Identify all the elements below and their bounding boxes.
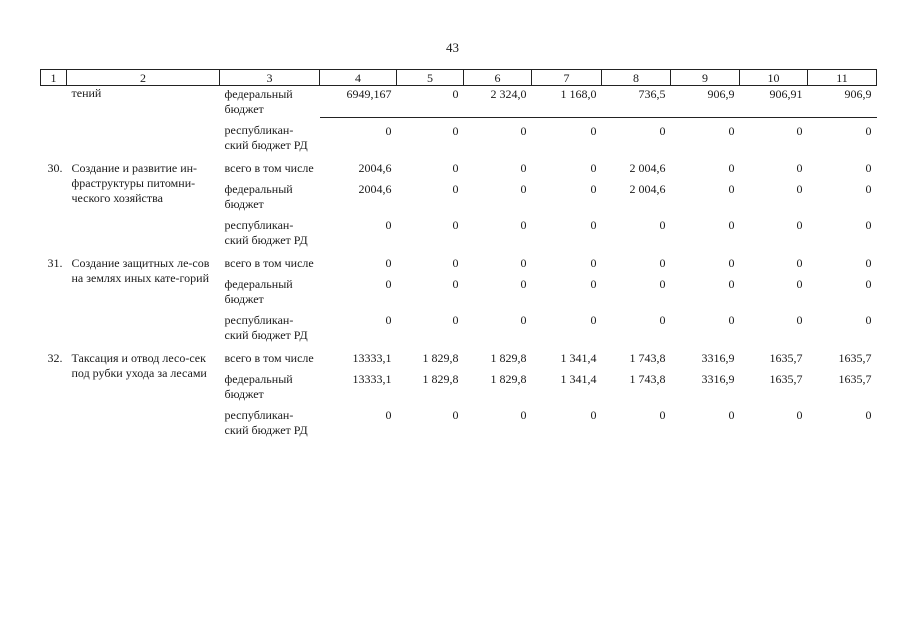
budget-table (40, 69, 877, 438)
value-cell: 2 004,6 (629, 161, 666, 175)
value-cell: 0 (728, 256, 735, 270)
column-header: 4 (320, 70, 397, 86)
value-cell: 0 (659, 218, 666, 232)
value-cell: 0 (865, 313, 872, 327)
funding-source: республикан-ский бюджет РД (224, 408, 308, 437)
table-row (41, 343, 877, 366)
value-cell: 0 (590, 161, 597, 175)
value-cell: 0 (796, 256, 803, 270)
value-cell: 1 743,8 (629, 351, 666, 365)
column-header: 3 (220, 70, 320, 86)
table-body (41, 86, 877, 439)
value-cell: 0 (385, 408, 392, 422)
value-cell: 0 (452, 182, 459, 196)
value-cell: 2 324,0 (464, 86, 532, 118)
value-cell: 0 (728, 218, 735, 232)
value-cell: 0 (385, 256, 392, 270)
value-cell: 1635,7 (769, 372, 803, 386)
item-name: тений (71, 86, 102, 100)
value-cell: 0 (520, 277, 527, 291)
item-name: Создание защитных ле-сов на землях иных кате-горий (71, 256, 210, 285)
value-cell: 1 341,4 (560, 351, 597, 365)
value-cell: 0 (728, 313, 735, 327)
value-cell: 0 (728, 182, 735, 196)
value-cell: 0 (796, 182, 803, 196)
value-cell: 0 (728, 123, 735, 138)
value-cell: 0 (865, 161, 872, 175)
value-cell: 0 (865, 256, 872, 270)
value-cell: 0 (520, 161, 527, 175)
value-cell: 0 (520, 123, 527, 138)
value-cell: 1 829,8 (490, 372, 527, 386)
funding-source: всего в том числе (224, 351, 314, 365)
value-cell: 0 (452, 161, 459, 175)
item-number: 32. (47, 351, 63, 365)
column-header: 1 (41, 70, 67, 86)
column-header: 10 (740, 70, 808, 86)
column-header: 5 (397, 70, 464, 86)
value-cell: 0 (590, 256, 597, 270)
value-cell: 0 (865, 218, 872, 232)
value-cell: 0 (385, 277, 392, 291)
value-cell: 0 (865, 408, 872, 422)
item-number (41, 86, 67, 154)
value-cell: 0 (728, 408, 735, 422)
value-cell: 1 829,8 (422, 351, 459, 365)
value-cell: 1 743,8 (629, 372, 666, 386)
value-cell: 0 (590, 182, 597, 196)
value-cell: 0 (520, 256, 527, 270)
value-cell: 0 (728, 161, 735, 175)
item-name: Создание и развитие ин-фраструктуры питомни-ческого хозяйства (71, 161, 198, 205)
value-cell: 0 (385, 123, 392, 138)
funding-source: республикан-ский бюджет РД (224, 218, 308, 247)
value-cell: 0 (452, 277, 459, 291)
value-cell: 0 (452, 256, 459, 270)
table-row (41, 86, 877, 118)
value-cell: 0 (520, 218, 527, 232)
value-cell: 0 (452, 123, 459, 138)
column-header: 8 (602, 70, 671, 86)
value-cell: 0 (865, 123, 872, 138)
value-cell: 1635,7 (838, 351, 872, 365)
value-cell: 0 (590, 408, 597, 422)
funding-source: федеральный бюджет (224, 182, 293, 211)
value-cell: 13333,1 (352, 372, 392, 386)
value-cell: 1 168,0 (532, 86, 602, 118)
value-cell: 0 (659, 256, 666, 270)
value-cell: 0 (385, 218, 392, 232)
column-header: 2 (67, 70, 220, 86)
item-number: 31. (47, 256, 63, 270)
funding-source: федеральный бюджет (224, 277, 293, 306)
value-cell: 0 (659, 123, 666, 138)
value-cell: 3316,9 (701, 351, 735, 365)
funding-source: федеральный бюджет (224, 87, 293, 116)
value-cell: 0 (796, 277, 803, 291)
value-cell: 0 (659, 277, 666, 291)
value-cell: 2004,6 (358, 182, 392, 196)
value-cell: 0 (397, 86, 464, 118)
value-cell: 906,91 (740, 86, 808, 118)
value-cell: 0 (796, 218, 803, 232)
value-cell: 0 (796, 313, 803, 327)
value-cell: 0 (520, 182, 527, 196)
value-cell: 1 829,8 (490, 351, 527, 365)
value-cell: 0 (796, 408, 803, 422)
value-cell: 13333,1 (352, 351, 392, 365)
funding-source: федеральный бюджет (224, 372, 293, 401)
value-cell: 0 (865, 182, 872, 196)
page-number: 43 (446, 40, 459, 55)
value-cell: 0 (796, 123, 803, 138)
value-cell: 0 (452, 313, 459, 327)
funding-source: республикан-ский бюджет РД (224, 313, 308, 342)
value-cell: 0 (452, 408, 459, 422)
funding-source: всего в том числе (224, 161, 314, 175)
funding-source: всего в том числе (224, 256, 314, 270)
value-cell: 1 829,8 (422, 372, 459, 386)
value-cell: 0 (728, 277, 735, 291)
value-cell: 0 (452, 218, 459, 232)
value-cell: 0 (659, 313, 666, 327)
table-row (41, 153, 877, 176)
value-cell: 0 (590, 313, 597, 327)
value-cell: 0 (520, 313, 527, 327)
value-cell: 1 341,4 (560, 372, 597, 386)
table-row (41, 248, 877, 271)
value-cell: 0 (590, 218, 597, 232)
value-cell: 3316,9 (701, 372, 735, 386)
funding-source: республикан-ский бюджет РД (224, 123, 308, 152)
value-cell: 0 (659, 408, 666, 422)
value-cell: 0 (590, 277, 597, 291)
item-name: Таксация и отвод лесо-сек под рубки ухода за лесами (71, 351, 207, 380)
value-cell: 1635,7 (769, 351, 803, 365)
value-cell: 0 (590, 123, 597, 138)
column-header: 6 (464, 70, 532, 86)
value-cell: 0 (796, 161, 803, 175)
column-header: 7 (532, 70, 602, 86)
value-cell: 1635,7 (838, 372, 872, 386)
value-cell: 2004,6 (358, 161, 392, 175)
value-cell: 736,5 (602, 86, 671, 118)
value-cell: 906,9 (671, 86, 740, 118)
value-cell: 6949,167 (320, 86, 397, 118)
value-cell: 0 (385, 313, 392, 327)
value-cell: 0 (520, 408, 527, 422)
value-cell: 2 004,6 (629, 182, 666, 196)
value-cell: 906,9 (808, 86, 877, 118)
column-header: 9 (671, 70, 740, 86)
value-cell: 0 (865, 277, 872, 291)
column-header-row (41, 70, 877, 86)
item-number: 30. (47, 161, 63, 175)
column-header: 11 (808, 70, 877, 86)
